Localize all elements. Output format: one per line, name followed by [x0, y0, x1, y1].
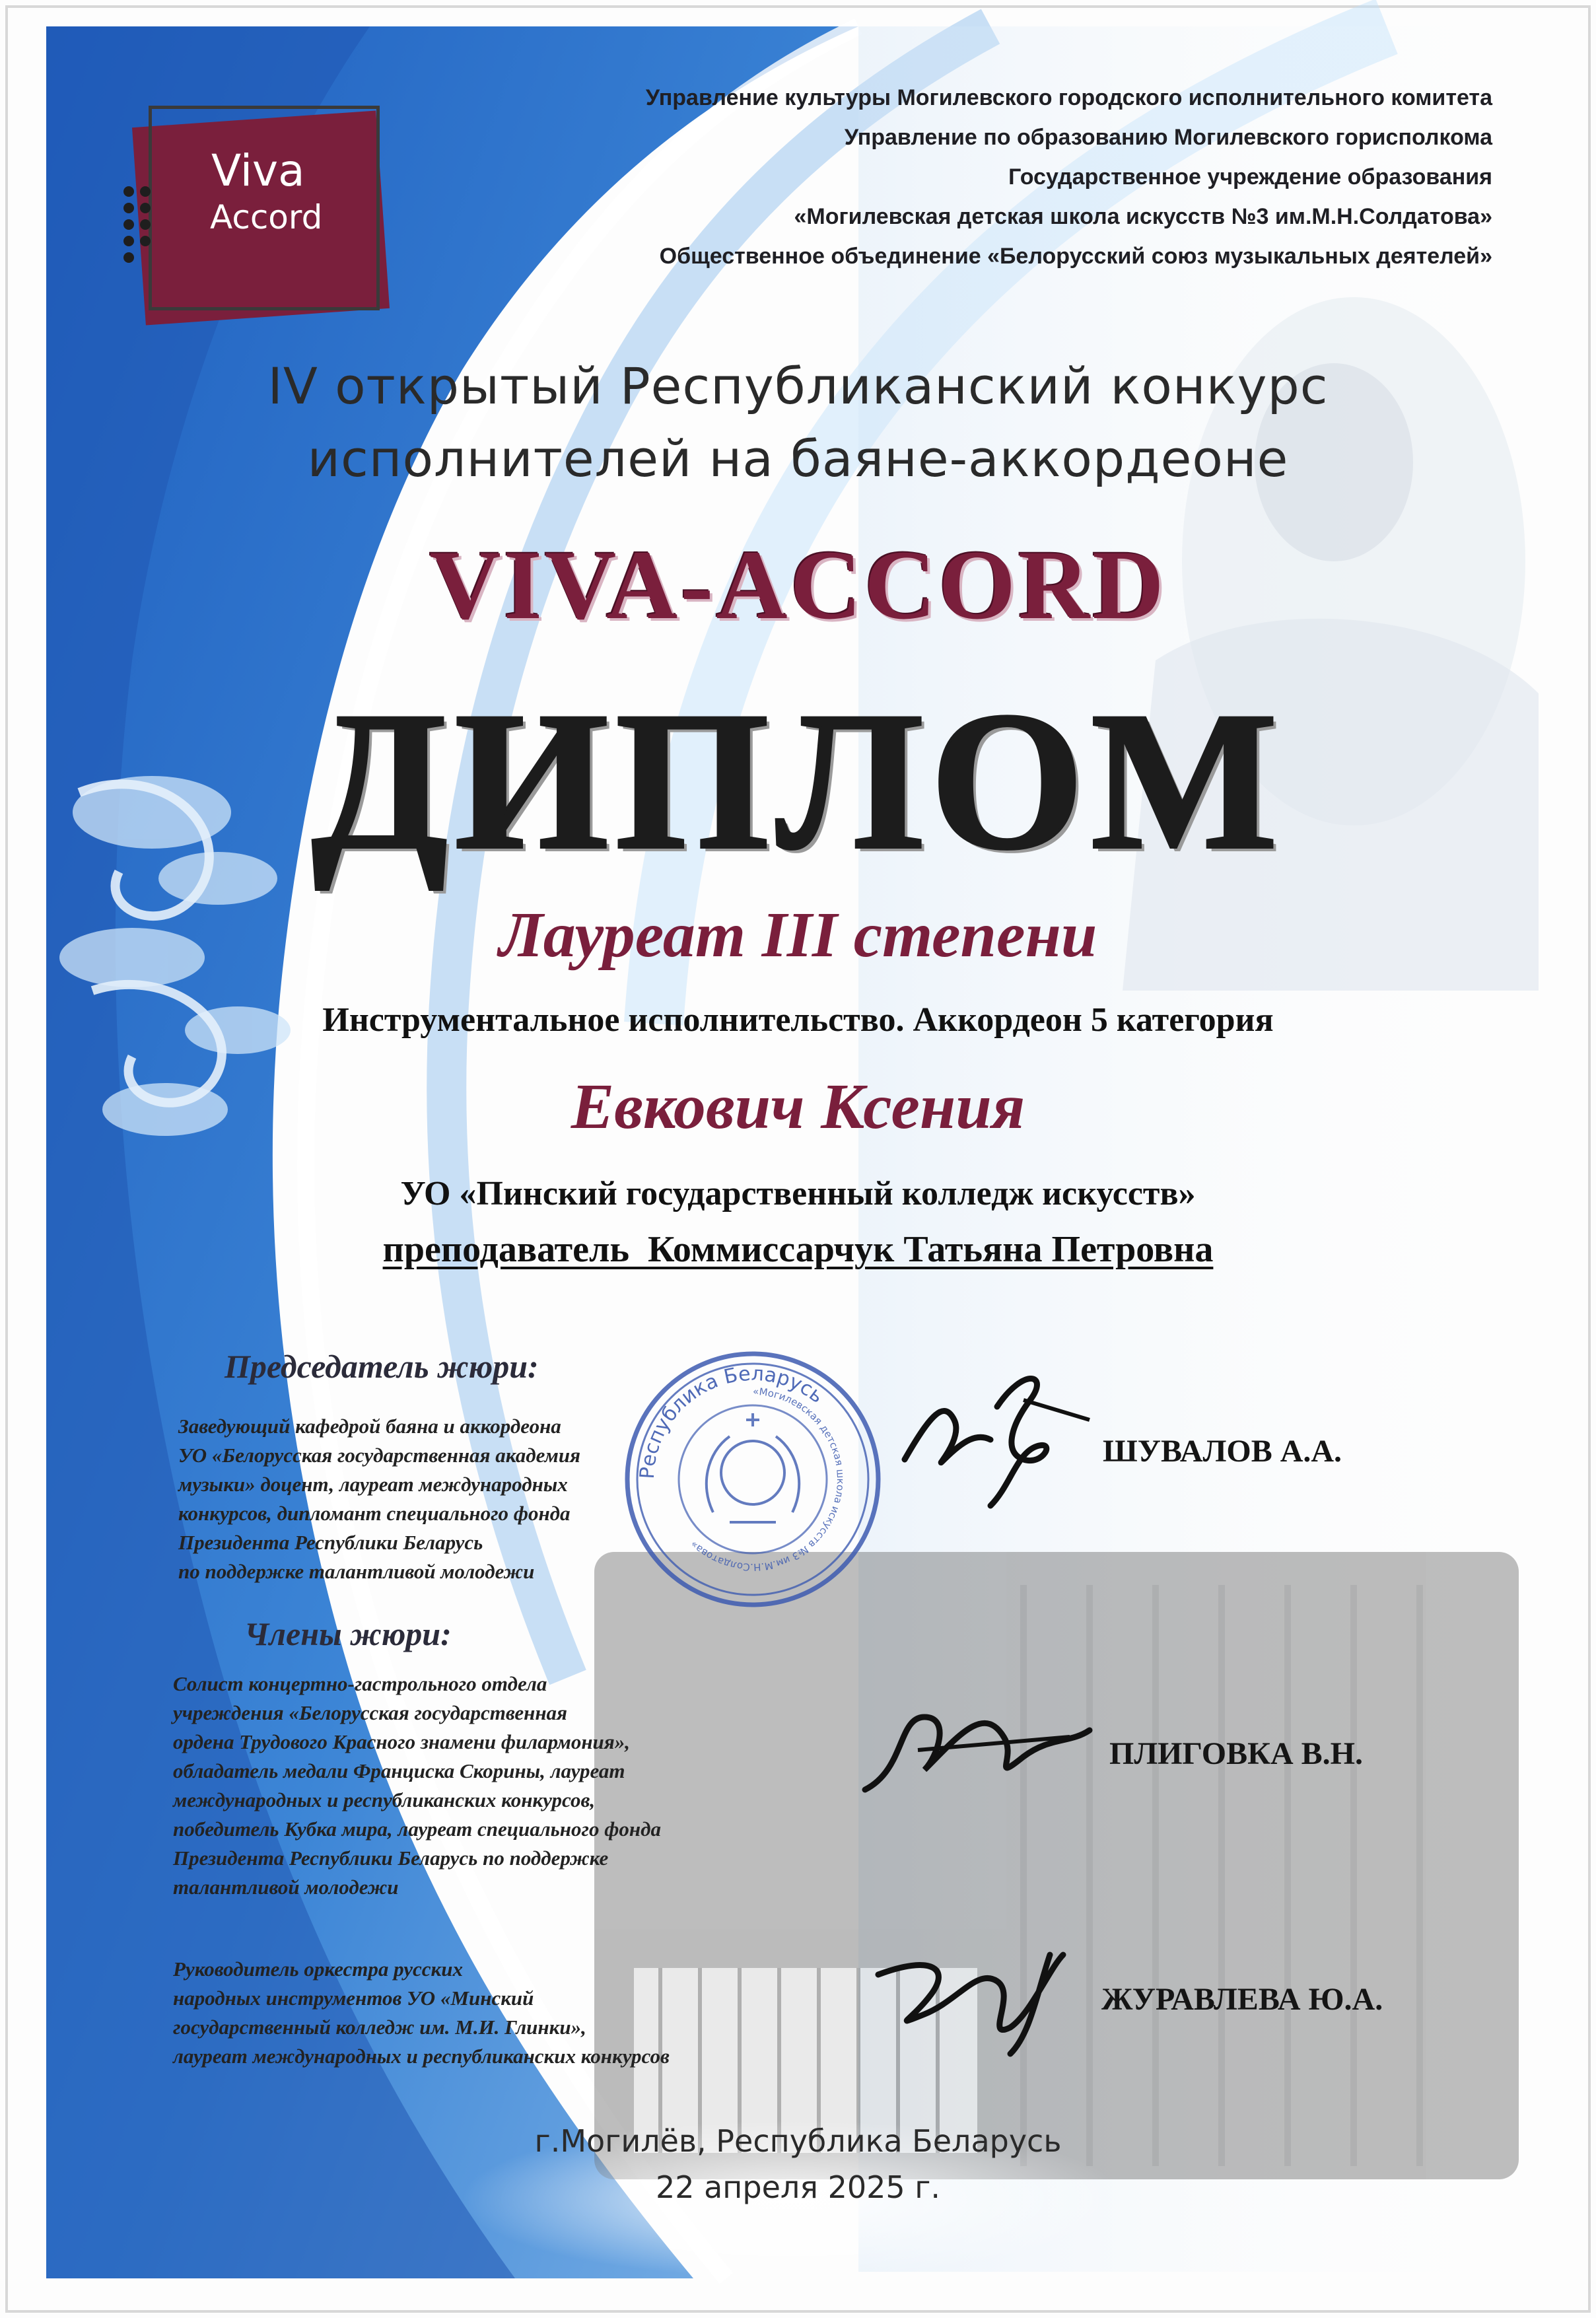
state-emblem-icon — [707, 1413, 799, 1522]
jury-member-2-name: ЖУРАВЛЕВА Ю.А. — [1101, 1982, 1383, 2017]
jury-member-1-description — [173, 1669, 661, 1902]
institution: УО «Пинский государственный колледж искусств» — [400, 1175, 1196, 1212]
jury-chair-desc-line: конкурсов, дипломант специального фонда — [178, 1502, 571, 1525]
jury-chair-desc-line: музыки» доцент, лауреат международных — [178, 1473, 568, 1496]
logo-text-viva: Viva — [211, 145, 305, 196]
jury-member-1-name: ПЛИГОВКА В.Н. — [1109, 1736, 1363, 1771]
jury-member-1-desc-line: международных и республиканских конкурсов, — [173, 1788, 596, 1811]
svg-text:«Могилевская детская школа иск — [688, 1386, 847, 1573]
signature-member-2 — [852, 1928, 1090, 2060]
jury-chair-desc-line: УО «Белорусская государственная академия — [178, 1444, 581, 1467]
footer-place: г.Могилёв, Республика Беларусь — [534, 2123, 1062, 2159]
award-degree: Лауреат III степени — [499, 899, 1097, 971]
signature-chair — [891, 1360, 1109, 1526]
signature-member-1 — [852, 1677, 1116, 1823]
logo-text-accord: Accord — [210, 198, 323, 236]
jury-chair-description — [178, 1412, 580, 1586]
jury-chair-desc-line: по поддержке талантливой молодежи — [178, 1560, 535, 1583]
jury-chair-desc-line: Заведующий кафедрой баяна и аккордеона — [178, 1415, 561, 1438]
jury-member-2-desc-line: Руководитель оркестра русских — [173, 1957, 463, 1981]
nomination: Инструментальное исполнительство. Аккордеон 5 категория — [322, 1001, 1274, 1039]
teacher-line — [0, 1228, 1596, 1271]
contest-name: VIVA-ACCORD — [429, 530, 1167, 640]
jury-member-1-desc-line: победитель Кубка мира, лауреат специального фонда — [173, 1817, 661, 1841]
contest-title-line-1: IV открытый Республиканский конкурс — [267, 357, 1329, 415]
footer-date: 22 апреля 2025 г. — [655, 2169, 941, 2205]
jury-member-1-desc-line: Президента Республики Беларусь по поддержке — [173, 1846, 609, 1870]
jury-chair-heading: Председатель жюри: — [225, 1348, 539, 1385]
jury-member-1-desc-line: учреждения «Белорусская государственная — [173, 1701, 567, 1724]
jury-member-1-desc-line: обладатель медали Франциска Скорины, лауреат — [173, 1759, 625, 1782]
laureate-name: Евкович Ксения — [571, 1071, 1025, 1142]
jury-member-2-description — [173, 1955, 670, 2071]
jury-member-1-desc-line: талантливой молодежи — [173, 1876, 399, 1899]
contest-title-line-2: исполнителей на баяне-аккордеоне — [307, 429, 1289, 488]
jury-member-2-desc-line: народных инструментов УО «Минский — [173, 1986, 534, 2010]
jury-members-heading: Члены жюри: — [244, 1615, 452, 1652]
jury-chair-desc-line: Президента Республики Беларусь — [178, 1531, 483, 1554]
stamp-outer-text: Республика Беларусь — [635, 1362, 828, 1480]
jury-member-1-desc-line: ордена Трудового Красного знамени филармония», — [173, 1730, 631, 1753]
organizer-line-1: Управление культуры Могилевского городского исполнительного комитета — [645, 85, 1492, 110]
stamp-inner-text: «Могилевская детская школа искусств №3 им.М.Н.Солдатова» — [687, 1385, 847, 1574]
official-stamp — [614, 1341, 891, 1618]
viva-accord-logo — [132, 99, 409, 324]
accordion-button-icon — [116, 178, 175, 271]
jury-chair-name: ШУВАЛОВ А.А. — [1103, 1434, 1342, 1469]
organizer-line-5: Общественное объединение «Белорусский союз музыкальных деятелей» — [659, 244, 1492, 269]
organizer-line-4: «Могилевская детская школа искусств №3 им.М.Н.Солдатова» — [794, 204, 1492, 229]
jury-member-2-desc-line: государственный колледж им. М.И. Глинки», — [173, 2016, 586, 2039]
jury-member-1-desc-line: Солист концертно-гастрольного отдела — [173, 1672, 547, 1695]
organizer-line-2: Управление по образованию Могилевского горисполкома — [844, 125, 1492, 150]
jury-member-2-desc-line: лауреат международных и республиканских конкурсов — [173, 2045, 670, 2068]
teacher: преподаватель Коммиссарчук Татьяна Петровна — [382, 1229, 1214, 1270]
organizer-line-3: Государственное учреждение образования — [1008, 164, 1492, 190]
diploma-title: ДИПЛОМ — [311, 671, 1285, 890]
